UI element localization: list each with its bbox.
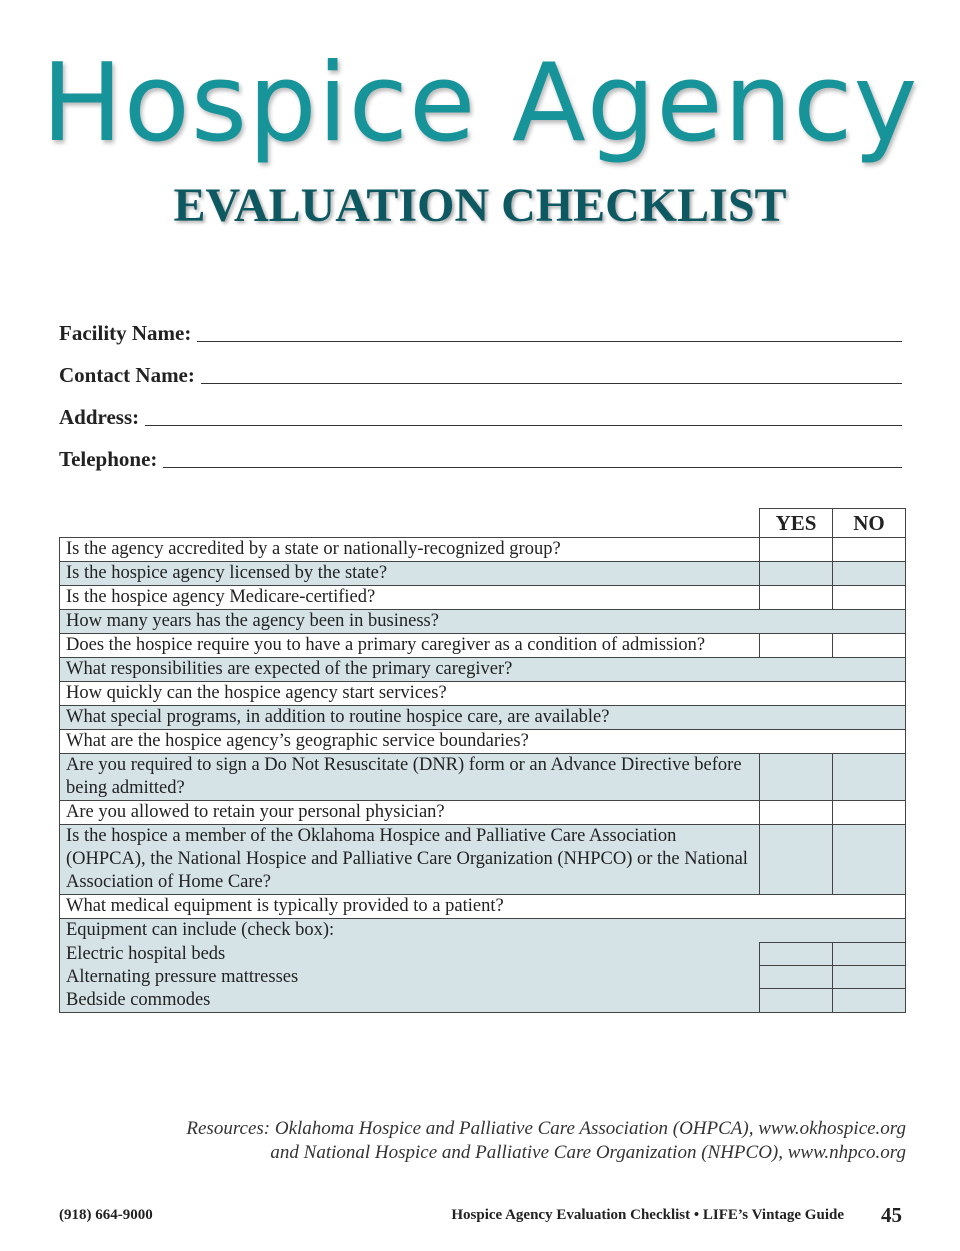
yes-checkbox[interactable] <box>760 801 833 825</box>
contact-name-field <box>59 348 902 390</box>
table-header-row <box>60 509 906 538</box>
question-text: How many years has the agency been in business? <box>60 610 906 634</box>
checklist-table <box>59 508 906 1013</box>
page-title: Hospice Agency <box>41 41 919 166</box>
no-checkbox[interactable] <box>833 634 906 658</box>
facility-name-label: Facility Name: <box>59 321 192 345</box>
table-row <box>60 801 906 825</box>
no-checkbox[interactable] <box>833 989 906 1013</box>
no-checkbox[interactable] <box>833 754 906 801</box>
question-text: Does the hospice require you to have a primary caregiver as a condition of admission? <box>60 634 760 658</box>
equipment-row <box>60 943 906 966</box>
equipment-row <box>60 966 906 989</box>
footer-guide-title: Hospice Agency Evaluation Checklist • LIFE’s Vintage Guide <box>451 1207 844 1223</box>
no-checkbox[interactable] <box>833 825 906 895</box>
resources-note <box>186 1117 906 1165</box>
question-text: Are you allowed to retain your personal physician? <box>60 801 760 825</box>
question-text: Is the hospice agency licensed by the state? <box>60 562 760 586</box>
yes-checkbox[interactable] <box>760 538 833 562</box>
no-checkbox[interactable] <box>833 801 906 825</box>
resources-line-2: and National Hospice and Palliative Care Organization (NHPCO), www.nhpco.org <box>270 1142 906 1163</box>
table-row <box>60 706 906 730</box>
table-row <box>60 634 906 658</box>
table-row <box>60 682 906 706</box>
table-row <box>60 825 906 895</box>
facility-name-field <box>59 306 902 348</box>
table-row <box>60 658 906 682</box>
resources-line-1: Resources: Oklahoma Hospice and Palliative Care Association (OHPCA), www.okhospice.org <box>186 1118 906 1139</box>
equipment-row <box>60 989 906 1013</box>
question-text: What medical equipment is typically provided to a patient? <box>60 895 906 919</box>
facility-name-input[interactable] <box>197 341 902 342</box>
table-row <box>60 730 906 754</box>
no-checkbox[interactable] <box>833 562 906 586</box>
telephone-label: Telephone: <box>59 447 158 471</box>
yes-header: YES <box>760 509 833 538</box>
table-row <box>60 919 906 943</box>
no-checkbox[interactable] <box>833 966 906 989</box>
table-row <box>60 895 906 919</box>
yes-checkbox[interactable] <box>760 825 833 895</box>
yes-checkbox[interactable] <box>760 586 833 610</box>
table-row <box>60 586 906 610</box>
yes-checkbox[interactable] <box>760 634 833 658</box>
equipment-label: Bedside commodes <box>60 989 760 1013</box>
yes-checkbox[interactable] <box>760 754 833 801</box>
no-header: NO <box>833 509 906 538</box>
address-label: Address: <box>59 405 140 429</box>
question-text: Is the hospice a member of the Oklahoma Hospice and Palliative Care Association (OHPCA), the National Hospice and Palliative Care Organization (NHPCO) or the National Association of Home Care? <box>60 825 760 895</box>
yes-checkbox[interactable] <box>760 562 833 586</box>
question-text: Equipment can include (check box): <box>60 919 906 943</box>
table-row <box>60 754 906 801</box>
footer-phone: (918) 664-9000 <box>59 1207 153 1223</box>
yes-checkbox[interactable] <box>760 943 833 966</box>
table-row <box>60 538 906 562</box>
question-text: How quickly can the hospice agency start services? <box>60 682 906 706</box>
contact-name-label: Contact Name: <box>59 363 195 387</box>
question-text: Is the agency accredited by a state or nationally-recognized group? <box>60 538 760 562</box>
no-checkbox[interactable] <box>833 943 906 966</box>
table-row <box>60 562 906 586</box>
equipment-label: Alternating pressure mattresses <box>60 966 760 989</box>
contact-fields <box>59 306 902 474</box>
telephone-input[interactable] <box>163 467 902 468</box>
address-field <box>59 390 902 432</box>
question-text: Are you required to sign a Do Not Resuscitate (DNR) form or an Advance Directive before being admitted? <box>60 754 760 801</box>
equipment-label: Electric hospital beds <box>60 943 760 966</box>
no-checkbox[interactable] <box>833 538 906 562</box>
telephone-field <box>59 432 902 474</box>
no-checkbox[interactable] <box>833 586 906 610</box>
table-row <box>60 610 906 634</box>
page-number: 45 <box>881 1203 902 1227</box>
question-header-blank <box>60 509 760 538</box>
page-subtitle: EVALUATION CHECKLIST <box>173 179 787 232</box>
yes-checkbox[interactable] <box>760 989 833 1013</box>
question-text: What are the hospice agency’s geographic service boundaries? <box>60 730 906 754</box>
yes-checkbox[interactable] <box>760 966 833 989</box>
question-text: What responsibilities are expected of the primary caregiver? <box>60 658 906 682</box>
address-input[interactable] <box>145 425 902 426</box>
contact-name-input[interactable] <box>201 383 902 384</box>
question-text: Is the hospice agency Medicare-certified? <box>60 586 760 610</box>
question-text: What special programs, in addition to routine hospice care, are available? <box>60 706 906 730</box>
